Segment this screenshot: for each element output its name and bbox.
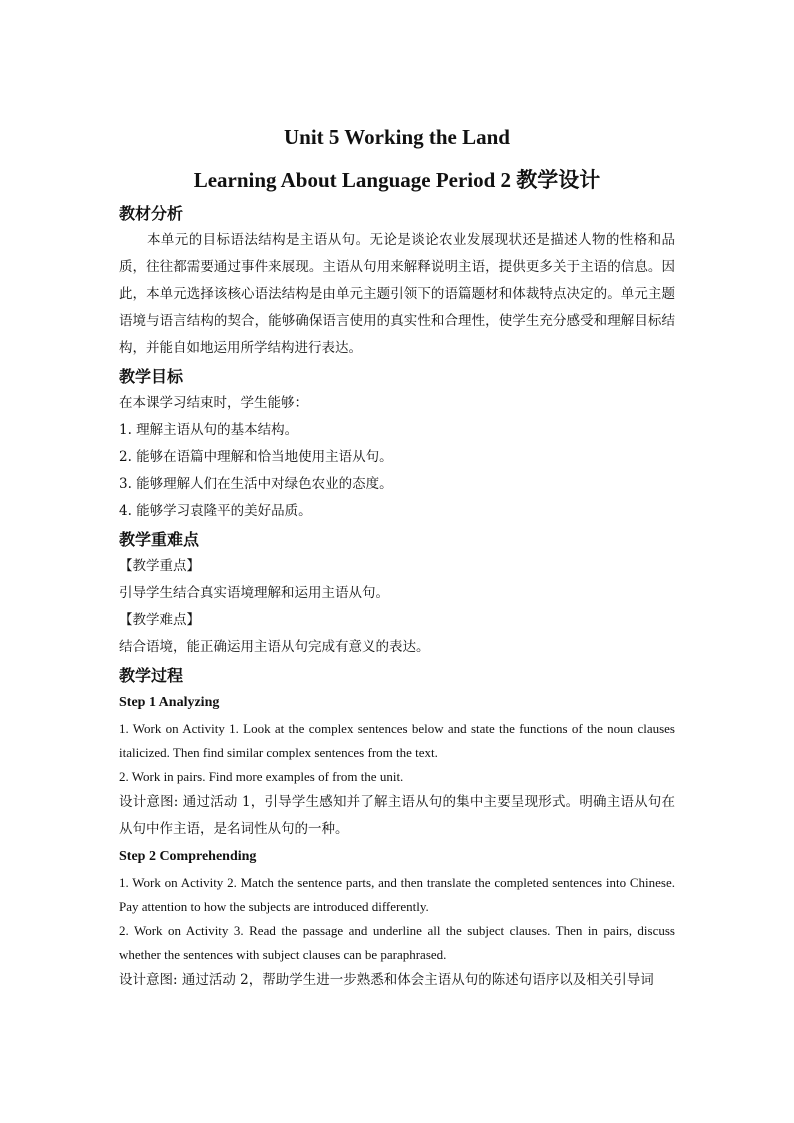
section-heading-process: 教学过程: [119, 666, 184, 685]
focus-text: 引导学生结合真实语境理解和运用主语从句。: [119, 585, 389, 601]
step1-item-2: 2. Work in pairs. Find more examples of from the unit.: [119, 769, 404, 784]
objective-item-2: 2. 能够在语篇中理解和恰当地使用主语从句。: [119, 449, 393, 465]
section-heading-analysis: 教材分析: [119, 204, 184, 223]
difficulty-label: 【教学难点】: [119, 612, 200, 628]
step2-title: Step 2 Comprehending: [119, 849, 257, 864]
difficulty-text: 结合语境，能正确运用主语从句完成有意义的表达。: [119, 639, 430, 655]
section-heading-keypoints: 教学重难点: [119, 530, 200, 549]
step2-intent: 设计意图: 通过活动 2，帮助学生进一步熟悉和体会主语从句的陈述句语序以及相关引导词: [119, 972, 654, 988]
objective-item-3: 3. 能够理解人们在生活中对绿色农业的态度。: [119, 476, 393, 492]
objective-item-4: 4. 能够学习袁隆平的美好品质。: [119, 503, 312, 519]
section-heading-objectives: 教学目标: [119, 367, 184, 386]
objectives-intro: 在本课学习结束时，学生能够：: [119, 395, 308, 411]
objective-item-1: 1. 理解主语从句的基本结构。: [119, 422, 299, 438]
document-title: Unit 5 Working the Land: [283, 125, 510, 149]
step1-title: Step 1 Analyzing: [119, 695, 220, 710]
document-content: [119, 122, 675, 994]
document-subtitle: Learning About Language Period 2 教学设计: [193, 168, 601, 192]
step1-item-1: 1. Work on Activity 1. Look at the complex sentences below and state the functions of the noun clauses italicized. Then find similar complex sentences from the text.: [119, 721, 675, 760]
step2-item-2: 2. Work on Activity 3. Read the passage and underline all the subject clauses. Then in pairs, discuss whether the sentences with subject clauses can be paraphrased.: [119, 923, 675, 962]
step1-intent: 设计意图: 通过活动 1，引导学生感知并了解主语从句的集中主要呈现形式。明确主语从句在从句中作主语，是名词性从句的一种。: [119, 794, 675, 837]
step2-item-1: 1. Work on Activity 2. Match the sentence parts, and then translate the completed sentences into Chinese. Pay attention to how the subjects are introduced differently.: [119, 875, 675, 914]
analysis-paragraph: 本单元的目标语法结构是主语从句。无论是谈论农业发展现状还是描述人物的性格和品质，往往都需要通过事件来展现。主语从句用来解释说明主语，提供更多关于主语的信息。因此，本单元选择该核心语法结构是由单元主题引领下的语篇题材和体裁特点决定的。单元主题语境与语言结构的契合，能够确保语言使用的真实性和合理性，使学生充分感受和理解目标结构，并能自如地运用所学结构进行表达。: [119, 232, 675, 356]
focus-label: 【教学重点】: [119, 558, 200, 574]
